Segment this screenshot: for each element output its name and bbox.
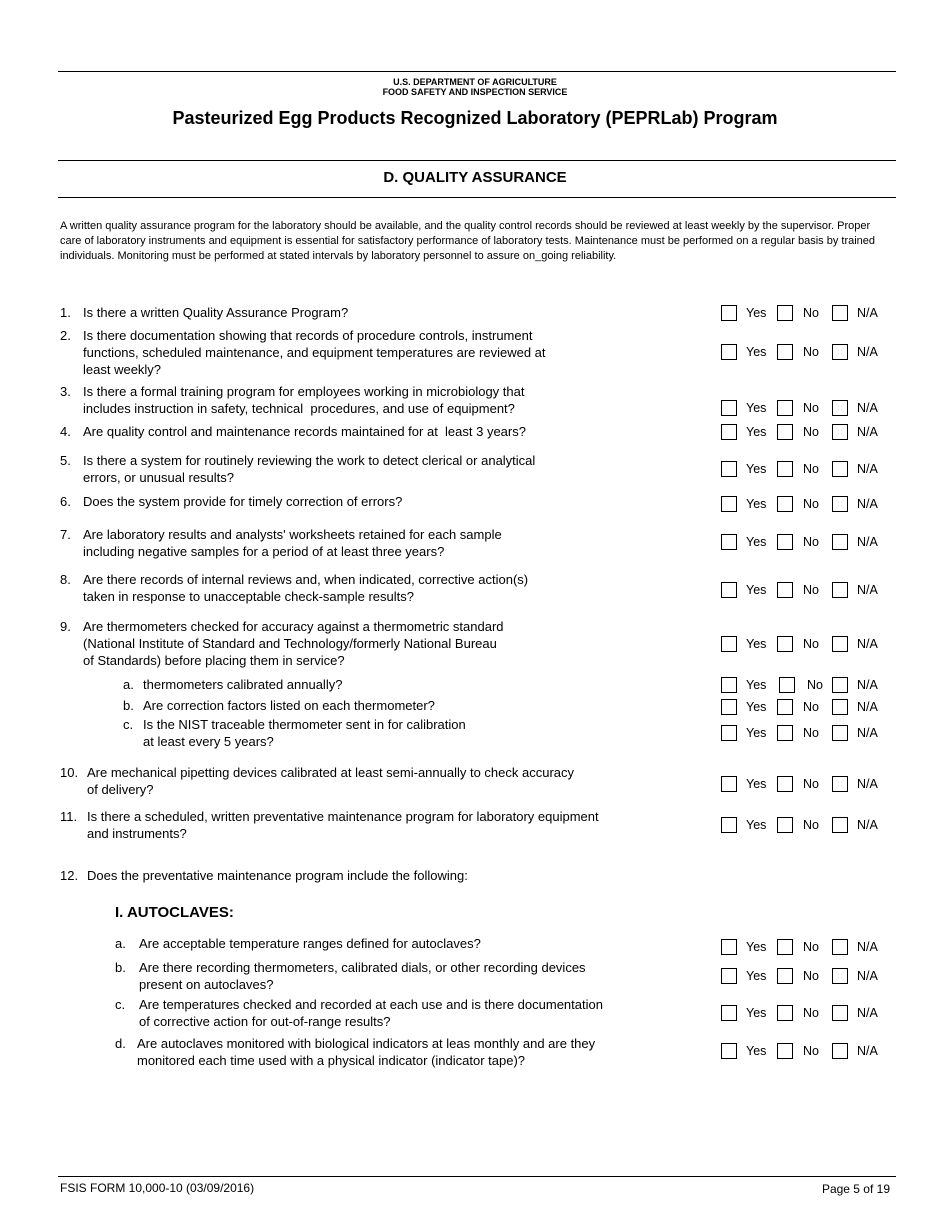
na-checkbox[interactable]	[832, 1043, 848, 1059]
answer-options	[720, 776, 890, 794]
answer-options	[720, 496, 890, 514]
yes-checkbox[interactable]	[721, 496, 737, 512]
na-label: N/A	[857, 777, 878, 791]
na-checkbox[interactable]	[832, 344, 848, 360]
no-checkbox[interactable]	[777, 582, 793, 598]
question-text: Are laboratory results and analysts' worksheets retained for each sample including negative samples for a period of at least three years?	[83, 527, 502, 559]
no-checkbox[interactable]	[777, 1043, 793, 1059]
answer-options	[720, 534, 890, 552]
question-text: Are there records of internal reviews and, when indicated, corrective action(s) taken in response to unacceptable check-sample results?	[83, 572, 529, 604]
yes-label: Yes	[746, 969, 767, 983]
no-label: No	[803, 497, 819, 511]
answer-options	[720, 424, 890, 442]
no-label: No	[803, 425, 819, 439]
answer-options	[720, 582, 890, 600]
answer-options	[720, 677, 890, 695]
no-label: No	[803, 940, 819, 954]
section-rule-top	[58, 160, 896, 161]
yes-checkbox[interactable]	[721, 305, 737, 321]
page-title: Pasteurized Egg Products Recognized Laboratory (PEPRLab) Program	[172, 108, 778, 128]
answer-options	[720, 699, 890, 717]
no-label: No	[803, 1044, 819, 1058]
yes-checkbox[interactable]	[721, 968, 737, 984]
no-checkbox[interactable]	[777, 636, 793, 652]
question-text: Does the preventative maintenance program include the following:	[87, 868, 468, 883]
na-label: N/A	[857, 345, 878, 359]
na-checkbox[interactable]	[832, 424, 848, 440]
answer-options	[720, 400, 890, 418]
question-text: Is there a system for routinely reviewing the work to detect clerical or analytical errors, or unusual results?	[83, 453, 536, 485]
na-label: N/A	[857, 535, 878, 549]
question-text: Are quality control and maintenance records maintained for at least 3 years?	[83, 424, 526, 439]
no-checkbox[interactable]	[779, 677, 795, 693]
answer-options	[720, 461, 890, 479]
yes-label: Yes	[746, 637, 767, 651]
yes-label: Yes	[746, 940, 767, 954]
yes-label: Yes	[746, 583, 767, 597]
no-label: No	[803, 1006, 819, 1020]
na-checkbox[interactable]	[832, 400, 848, 416]
na-checkbox[interactable]	[832, 968, 848, 984]
yes-label: Yes	[746, 1006, 767, 1020]
yes-checkbox[interactable]	[721, 461, 737, 477]
question-number: 6.	[60, 494, 71, 509]
no-label: No	[803, 306, 819, 320]
yes-label: Yes	[746, 401, 767, 415]
no-checkbox[interactable]	[777, 725, 793, 741]
answer-options	[720, 636, 890, 654]
yes-checkbox[interactable]	[721, 582, 737, 598]
yes-label: Yes	[746, 700, 767, 714]
no-checkbox[interactable]	[777, 1005, 793, 1021]
no-label: No	[803, 818, 819, 832]
question-text: Are temperatures checked and recorded at each use and is there documentation of corrective action for out-of-range results?	[139, 997, 603, 1029]
na-label: N/A	[857, 700, 878, 714]
na-label: N/A	[857, 306, 878, 320]
question-number: d.	[115, 1036, 126, 1051]
question-number: 12.	[60, 868, 79, 883]
na-checkbox[interactable]	[832, 699, 848, 715]
no-checkbox[interactable]	[777, 939, 793, 955]
answer-options	[720, 344, 890, 362]
na-checkbox[interactable]	[832, 534, 848, 550]
na-checkbox[interactable]	[832, 725, 848, 741]
question-text: Are mechanical pipetting devices calibrated at least semi-annually to check accuracy of delivery?	[87, 765, 575, 797]
yes-checkbox[interactable]	[721, 776, 737, 792]
answer-options	[720, 968, 890, 986]
answer-options	[720, 939, 890, 957]
answer-options	[720, 725, 890, 743]
no-label: No	[803, 401, 819, 415]
na-label: N/A	[857, 637, 878, 651]
no-checkbox[interactable]	[777, 424, 793, 440]
question-number: 8.	[60, 572, 71, 587]
question-number: 5.	[60, 453, 71, 468]
top-rule	[58, 71, 896, 72]
yes-label: Yes	[746, 425, 767, 439]
question-number: c.	[123, 717, 134, 732]
question-text: Is there a formal training program for employees working in microbiology that includes instruction in safety, technical procedures, and use of equipment?	[83, 384, 525, 416]
na-checkbox[interactable]	[832, 636, 848, 652]
question-text: Is there a written Quality Assurance Program?	[83, 305, 349, 320]
na-checkbox[interactable]	[832, 461, 848, 477]
na-checkbox[interactable]	[832, 496, 848, 512]
na-checkbox[interactable]	[832, 817, 848, 833]
na-checkbox[interactable]	[832, 939, 848, 955]
no-checkbox[interactable]	[777, 400, 793, 416]
yes-label: Yes	[746, 345, 767, 359]
question-number: 10.	[60, 765, 79, 780]
answer-options	[720, 1005, 890, 1023]
yes-checkbox[interactable]	[721, 725, 737, 741]
question-number: 3.	[60, 384, 71, 399]
na-label: N/A	[857, 425, 878, 439]
yes-checkbox[interactable]	[721, 636, 737, 652]
yes-label: Yes	[746, 462, 767, 476]
agency-line-1: U.S. DEPARTMENT OF AGRICULTURE	[393, 77, 557, 87]
na-checkbox[interactable]	[832, 1005, 848, 1021]
question-text: Is there a scheduled, written preventative maintenance program for laboratory equipment and instruments?	[87, 809, 599, 841]
yes-label: Yes	[746, 777, 767, 791]
question-text: Are autoclaves monitored with biological indicators at leas monthly and are they monitored each time used with a physical indicator (indicator tape)?	[137, 1036, 596, 1068]
na-label: N/A	[857, 726, 878, 740]
footer-rule	[58, 1176, 896, 1177]
no-label: No	[803, 726, 819, 740]
question-number: c.	[115, 997, 126, 1012]
question-number: a.	[115, 936, 126, 951]
question-number: 2.	[60, 328, 71, 343]
section-rule-bottom	[58, 197, 896, 198]
question-number: b.	[115, 960, 126, 975]
no-checkbox[interactable]	[777, 305, 793, 321]
na-checkbox[interactable]	[832, 776, 848, 792]
yes-checkbox[interactable]	[721, 939, 737, 955]
question-number: 9.	[60, 619, 71, 634]
no-label: No	[803, 535, 819, 549]
na-label: N/A	[857, 1044, 878, 1058]
no-checkbox[interactable]	[777, 968, 793, 984]
answer-options	[720, 1043, 890, 1061]
no-checkbox[interactable]	[777, 461, 793, 477]
yes-label: Yes	[746, 306, 767, 320]
yes-checkbox[interactable]	[721, 344, 737, 360]
question-number: 7.	[60, 527, 71, 542]
na-checkbox[interactable]	[832, 582, 848, 598]
question-text: Is there documentation showing that records of procedure controls, instrument functions, scheduled maintenance, and equipment temperatures are reviewed at least weekly?	[83, 328, 546, 377]
question-number: 1.	[60, 305, 71, 320]
yes-checkbox[interactable]	[721, 424, 737, 440]
question-number: a.	[123, 677, 134, 692]
no-checkbox[interactable]	[777, 776, 793, 792]
na-checkbox[interactable]	[832, 677, 848, 693]
yes-checkbox[interactable]	[721, 677, 737, 693]
no-checkbox[interactable]	[777, 699, 793, 715]
na-label: N/A	[857, 462, 878, 476]
no-label: No	[807, 678, 823, 692]
yes-checkbox[interactable]	[721, 1043, 737, 1059]
no-checkbox[interactable]	[777, 496, 793, 512]
question-number: 11.	[60, 809, 78, 824]
yes-label: Yes	[746, 678, 767, 692]
answer-options	[720, 817, 890, 835]
question-text: Are acceptable temperature ranges defined for autoclaves?	[139, 936, 481, 951]
answer-options	[720, 305, 890, 323]
page-number: Page 5 of 19	[821, 1182, 890, 1196]
yes-checkbox[interactable]	[721, 699, 737, 715]
question-text: Are correction factors listed on each thermometer?	[143, 698, 435, 713]
na-label: N/A	[857, 1006, 878, 1020]
no-checkbox[interactable]	[777, 817, 793, 833]
yes-label: Yes	[746, 818, 767, 832]
na-label: N/A	[857, 401, 878, 415]
no-label: No	[803, 583, 819, 597]
yes-label: Yes	[746, 535, 767, 549]
na-label: N/A	[857, 940, 878, 954]
subsection-title: I. AUTOCLAVES:	[115, 904, 234, 921]
na-label: N/A	[857, 583, 878, 597]
section-intro: A written quality assurance program for the laboratory should be available, and the quality control records should be reviewed at least weekly by the supervisor. Proper care of laboratory instruments and equipment is essential for satisfactory performance of laboratory tests. Maintenance must be performed on a regular basis by trained individuals. Monitoring must be performed at stated intervals by laboratory personnel to assure on_going reliability.	[60, 220, 876, 262]
question-text: thermometers calibrated annually?	[143, 677, 343, 692]
no-label: No	[803, 969, 819, 983]
agency-line-2: FOOD SAFETY AND INSPECTION SERVICE	[382, 87, 568, 97]
question-text: Is the NIST traceable thermometer sent in for calibration at least every 5 years?	[143, 717, 466, 749]
na-label: N/A	[857, 678, 878, 692]
yes-label: Yes	[746, 726, 767, 740]
question-number: 4.	[60, 424, 71, 439]
yes-checkbox[interactable]	[721, 534, 737, 550]
section-title: D. QUALITY ASSURANCE	[383, 169, 567, 186]
yes-checkbox[interactable]	[721, 1005, 737, 1021]
no-label: No	[803, 637, 819, 651]
form-identifier: FSIS FORM 10,000-10 (03/09/2016)	[60, 1181, 255, 1195]
no-label: No	[803, 462, 819, 476]
no-label: No	[803, 345, 819, 359]
na-label: N/A	[857, 818, 878, 832]
question-number: b.	[123, 698, 134, 713]
yes-checkbox[interactable]	[721, 400, 737, 416]
no-label: No	[803, 700, 819, 714]
no-checkbox[interactable]	[777, 534, 793, 550]
no-label: No	[803, 777, 819, 791]
yes-checkbox[interactable]	[721, 817, 737, 833]
na-label: N/A	[857, 497, 878, 511]
na-label: N/A	[857, 969, 878, 983]
na-checkbox[interactable]	[832, 305, 848, 321]
yes-label: Yes	[746, 497, 767, 511]
question-text: Does the system provide for timely correction of errors?	[83, 494, 403, 509]
question-text: Are thermometers checked for accuracy against a thermometric standard (National Institute of Standard and Technology/formerly National Bureau of Standards) before placing them in service?	[83, 619, 504, 668]
no-checkbox[interactable]	[777, 344, 793, 360]
yes-label: Yes	[746, 1044, 767, 1058]
question-text: Are there recording thermometers, calibrated dials, or other recording devices present on autoclaves?	[139, 960, 586, 992]
